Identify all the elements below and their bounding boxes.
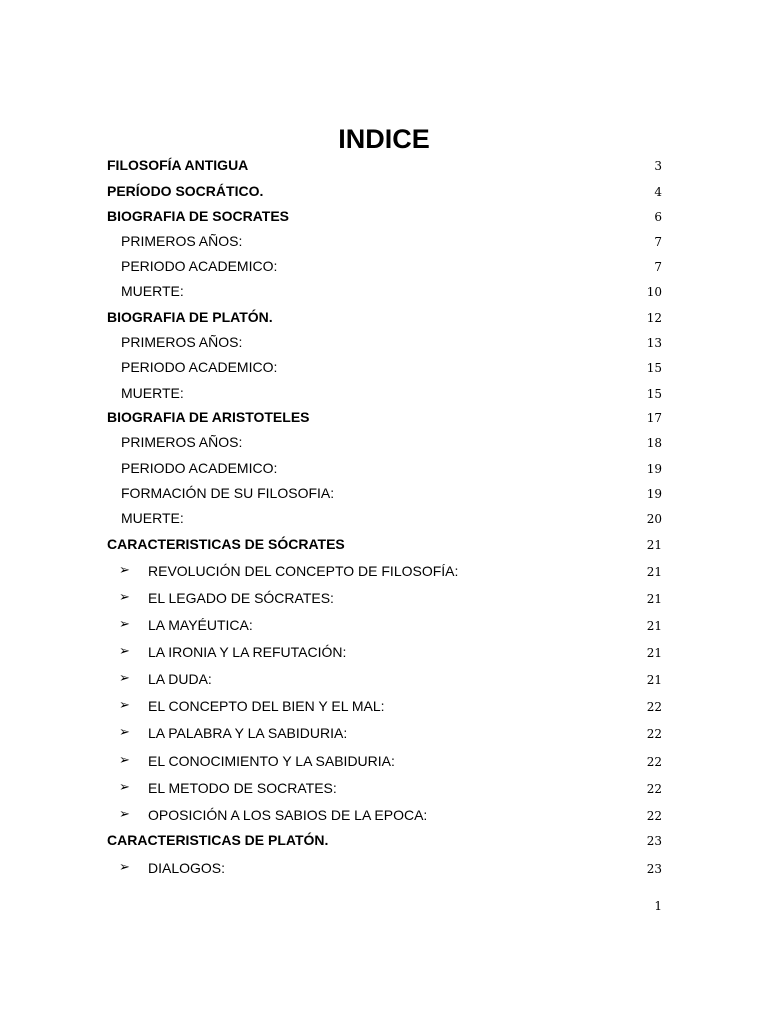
toc-entry: [0, 383, 768, 403]
arrow-bullet-icon: ➢: [119, 617, 130, 632]
toc-entry-page: 18: [646, 436, 662, 450]
toc-entry: [0, 778, 768, 798]
toc-entry-page: 12: [646, 311, 662, 325]
page-number: 1: [654, 899, 662, 913]
toc-entry: [0, 181, 768, 201]
toc-entry-label: LA MAYÉUTICA:: [148, 617, 253, 633]
toc-entry-label: EL CONOCIMIENTO Y LA SABIDURIA:: [148, 753, 395, 769]
toc-entry-label: FILOSOFÍA ANTIGUA: [107, 157, 249, 173]
toc-entry: [0, 669, 768, 689]
toc-entry-page: 23: [646, 862, 662, 876]
toc-entry-page: 21: [646, 592, 662, 606]
toc-entry: [0, 642, 768, 662]
toc-entry: [0, 805, 768, 825]
toc-entry-label: PRIMEROS AÑOS:: [121, 233, 243, 249]
toc-entry-page: 10: [646, 285, 662, 299]
toc-entry-page: 19: [646, 462, 662, 476]
toc-entry-page: 22: [646, 782, 662, 796]
toc-entry-page: 6: [654, 210, 662, 224]
toc-entry-label: EL METODO DE SOCRATES:: [148, 780, 337, 796]
toc-entry-label: CARACTERISTICAS DE SÓCRATES: [107, 536, 345, 552]
toc-entry-label: PERÍODO SOCRÁTICO.: [107, 183, 264, 199]
arrow-bullet-icon: ➢: [119, 753, 130, 768]
toc-entry: [0, 508, 768, 528]
toc-entry: [0, 534, 768, 554]
toc-entry: [0, 332, 768, 352]
toc-entry-page: 13: [646, 336, 662, 350]
toc-entry: [0, 561, 768, 581]
toc-entry-label: BIOGRAFIA DE ARISTOTELES: [107, 409, 310, 425]
toc-entry-page: 21: [646, 565, 662, 579]
toc-entry-label: OPOSICIÓN A LOS SABIOS DE LA EPOCA:: [148, 807, 428, 823]
toc-entry-label: DIALOGOS:: [148, 860, 226, 876]
toc-entry-label: LA DUDA:: [148, 671, 212, 687]
arrow-bullet-icon: ➢: [119, 860, 130, 875]
arrow-bullet-icon: ➢: [119, 563, 130, 578]
toc-entry-label: MUERTE:: [121, 385, 184, 401]
toc-entry-page: 17: [646, 411, 662, 425]
arrow-bullet-icon: ➢: [119, 671, 130, 686]
toc-entry-label: PRIMEROS AÑOS:: [121, 334, 243, 350]
toc-entry-label: PRIMEROS AÑOS:: [121, 434, 243, 450]
toc-entry: [0, 231, 768, 251]
toc-entry-page: 22: [646, 809, 662, 823]
toc-entry-page: 3: [654, 159, 662, 173]
toc-entry-label: BIOGRAFIA DE PLATÓN.: [107, 309, 273, 325]
toc-entry-page: 21: [646, 673, 662, 687]
toc-entry-page: 21: [646, 619, 662, 633]
toc-entry: [0, 307, 768, 327]
toc-entry: [0, 615, 768, 635]
arrow-bullet-icon: ➢: [119, 644, 130, 659]
toc-entry-label: LA PALABRA Y LA SABIDURIA:: [148, 725, 348, 741]
toc-entry-page: 7: [654, 260, 662, 274]
toc-entry-label: EL LEGADO DE SÓCRATES:: [148, 590, 334, 606]
toc-entry-label: MUERTE:: [121, 283, 184, 299]
toc-entry-page: 15: [646, 387, 662, 401]
toc-entry-page: 22: [646, 700, 662, 714]
toc-entry-page: 21: [646, 646, 662, 660]
toc-entry-label: FORMACIÓN DE SU FILOSOFIA:: [121, 485, 335, 501]
toc-entry: [0, 357, 768, 377]
toc-entry: [0, 696, 768, 716]
toc-entry: [0, 281, 768, 301]
toc-entry: [0, 155, 768, 175]
toc-entry-label: BIOGRAFIA DE SOCRATES: [107, 208, 290, 224]
toc-entry-label: LA IRONIA Y LA REFUTACIÓN:: [148, 644, 347, 660]
arrow-bullet-icon: ➢: [119, 807, 130, 822]
toc-entry-page: 15: [646, 361, 662, 375]
toc-entry-page: 4: [654, 185, 662, 199]
page-title: INDICE: [338, 124, 430, 154]
toc-entry: [0, 751, 768, 771]
toc-entry: [0, 830, 768, 850]
toc-entry-label: CARACTERISTICAS DE PLATÓN.: [107, 832, 329, 848]
toc-entry: [0, 858, 768, 878]
toc-entry: [0, 256, 768, 276]
toc-entry: [0, 206, 768, 226]
toc-entry-label: PERIODO ACADEMICO:: [121, 359, 278, 375]
toc-entry: [0, 432, 768, 452]
toc-entry: [0, 723, 768, 743]
toc-entry-label: EL CONCEPTO DEL BIEN Y EL MAL:: [148, 698, 385, 714]
toc-entry-page: 20: [646, 512, 662, 526]
arrow-bullet-icon: ➢: [119, 780, 130, 795]
arrow-bullet-icon: ➢: [119, 698, 130, 713]
toc-entry: [0, 458, 768, 478]
toc-entry: [0, 407, 768, 427]
arrow-bullet-icon: ➢: [119, 725, 130, 740]
toc-entry-page: 22: [646, 755, 662, 769]
arrow-bullet-icon: ➢: [119, 590, 130, 605]
toc-entry: [0, 588, 768, 608]
toc-entry-page: 23: [646, 834, 662, 848]
toc-entry-page: 19: [646, 487, 662, 501]
toc-entry-page: 21: [646, 538, 662, 552]
toc-entry: [0, 483, 768, 503]
toc-entry-label: PERIODO ACADEMICO:: [121, 460, 278, 476]
toc-entry-label: REVOLUCIÓN DEL CONCEPTO DE FILOSOFÍA:: [148, 563, 459, 579]
toc-entry-label: MUERTE:: [121, 510, 184, 526]
toc-entry-label: PERIODO ACADEMICO:: [121, 258, 278, 274]
toc-entry-page: 22: [646, 727, 662, 741]
toc-entry-page: 7: [654, 235, 662, 249]
